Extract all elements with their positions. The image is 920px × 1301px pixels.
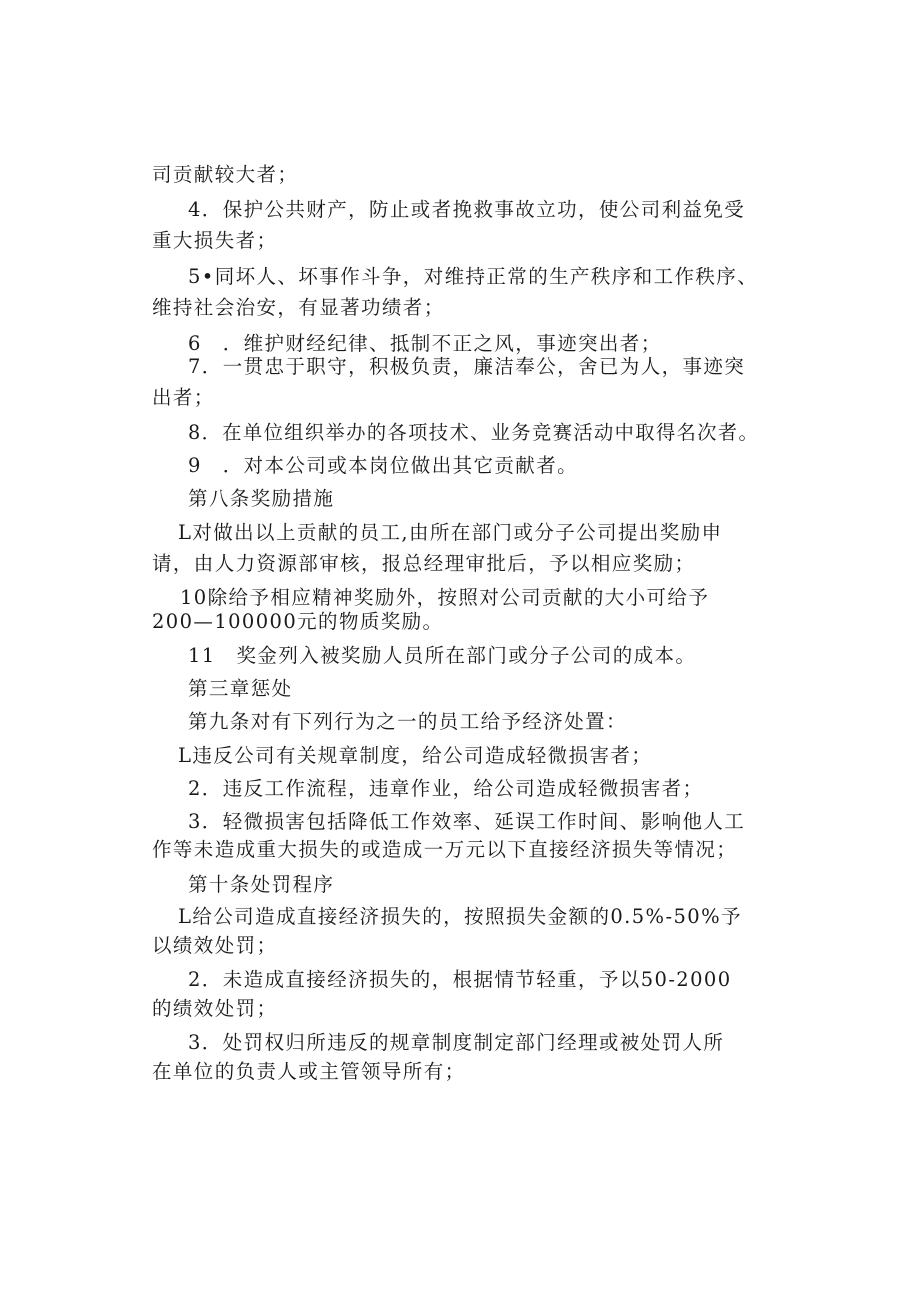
text-line: 重大损失者；: [152, 229, 278, 252]
text-line: 5•同坏人、坏事作斗争，对维持正常的生产秩序和工作秩序、: [188, 265, 759, 288]
chapter-heading: 第三章惩处: [188, 677, 293, 700]
text-line: 出者；: [152, 386, 215, 409]
text-line: 2．违反工作流程，违章作业，给公司造成轻微损害者；: [188, 777, 704, 800]
text-line: 在单位的负责人或主管领导所有；: [152, 1060, 466, 1083]
text-line: L给公司造成直接经济损失的，按照损失金额的0.5%-50%予: [178, 905, 742, 928]
section-heading: 第八条奖励措施: [188, 487, 335, 510]
text-line: 11 奖金列入被奖励人员所在部门或分子公司的成本。: [188, 644, 697, 667]
text-line: 作等未造成重大损失的或造成一万元以下直接经济损失等情况；: [152, 838, 738, 861]
text-line: 以绩效处罚；: [152, 934, 278, 957]
text-line: 司贡献较大者；: [152, 163, 299, 186]
text-line: L对做出以上贡献的员工,由所在部门或分子公司提出奖励申: [178, 521, 723, 544]
text-line: 9 ．对本公司或本岗位做出其它贡献者。: [188, 454, 579, 477]
text-line: 200—100000元的物质奖励。: [152, 610, 444, 633]
text-line: 6 ．维护财经纪律、抵制不正之风，事迹突出者；: [188, 332, 662, 355]
text-line: 7．一贯忠于职守，积极负责，廉洁奉公，舍已为人，事迹突: [188, 355, 746, 378]
section-heading: 第十条处罚程序: [188, 873, 335, 896]
text-line: 10除给予相应精神奖励外，按照对公司贡献的大小可给予: [180, 586, 710, 609]
text-line: 3．处罚权归所违反的规章制度制定部门经理或被处罚人所: [188, 1031, 725, 1054]
text-line: 3．轻微损害包括降低工作效率、延误工作时间、影响他人工: [188, 810, 746, 833]
text-line: 请，由人力资源部审核，报总经理审批后，予以相应奖励；: [152, 552, 696, 575]
text-line: 的绩效处罚；: [152, 997, 278, 1020]
text-line: 2．未造成直接经济损失的，根据情节轻重，予以50-2000: [188, 968, 732, 991]
text-line: L违反公司有关规章制度，给公司造成轻微损害者；: [178, 744, 653, 767]
text-line: 4．保护公共财产，防止或者挽救事故立功，使公司利益免受: [188, 198, 746, 221]
text-line: 维持社会治安，有显著功绩者；: [152, 296, 445, 319]
section-heading: 第九条对有下列行为之一的员工给予经济处置：: [188, 710, 627, 733]
text-line: 8．在单位组织举办的各项技术、业务竞赛活动中取得名次者。: [188, 421, 760, 444]
